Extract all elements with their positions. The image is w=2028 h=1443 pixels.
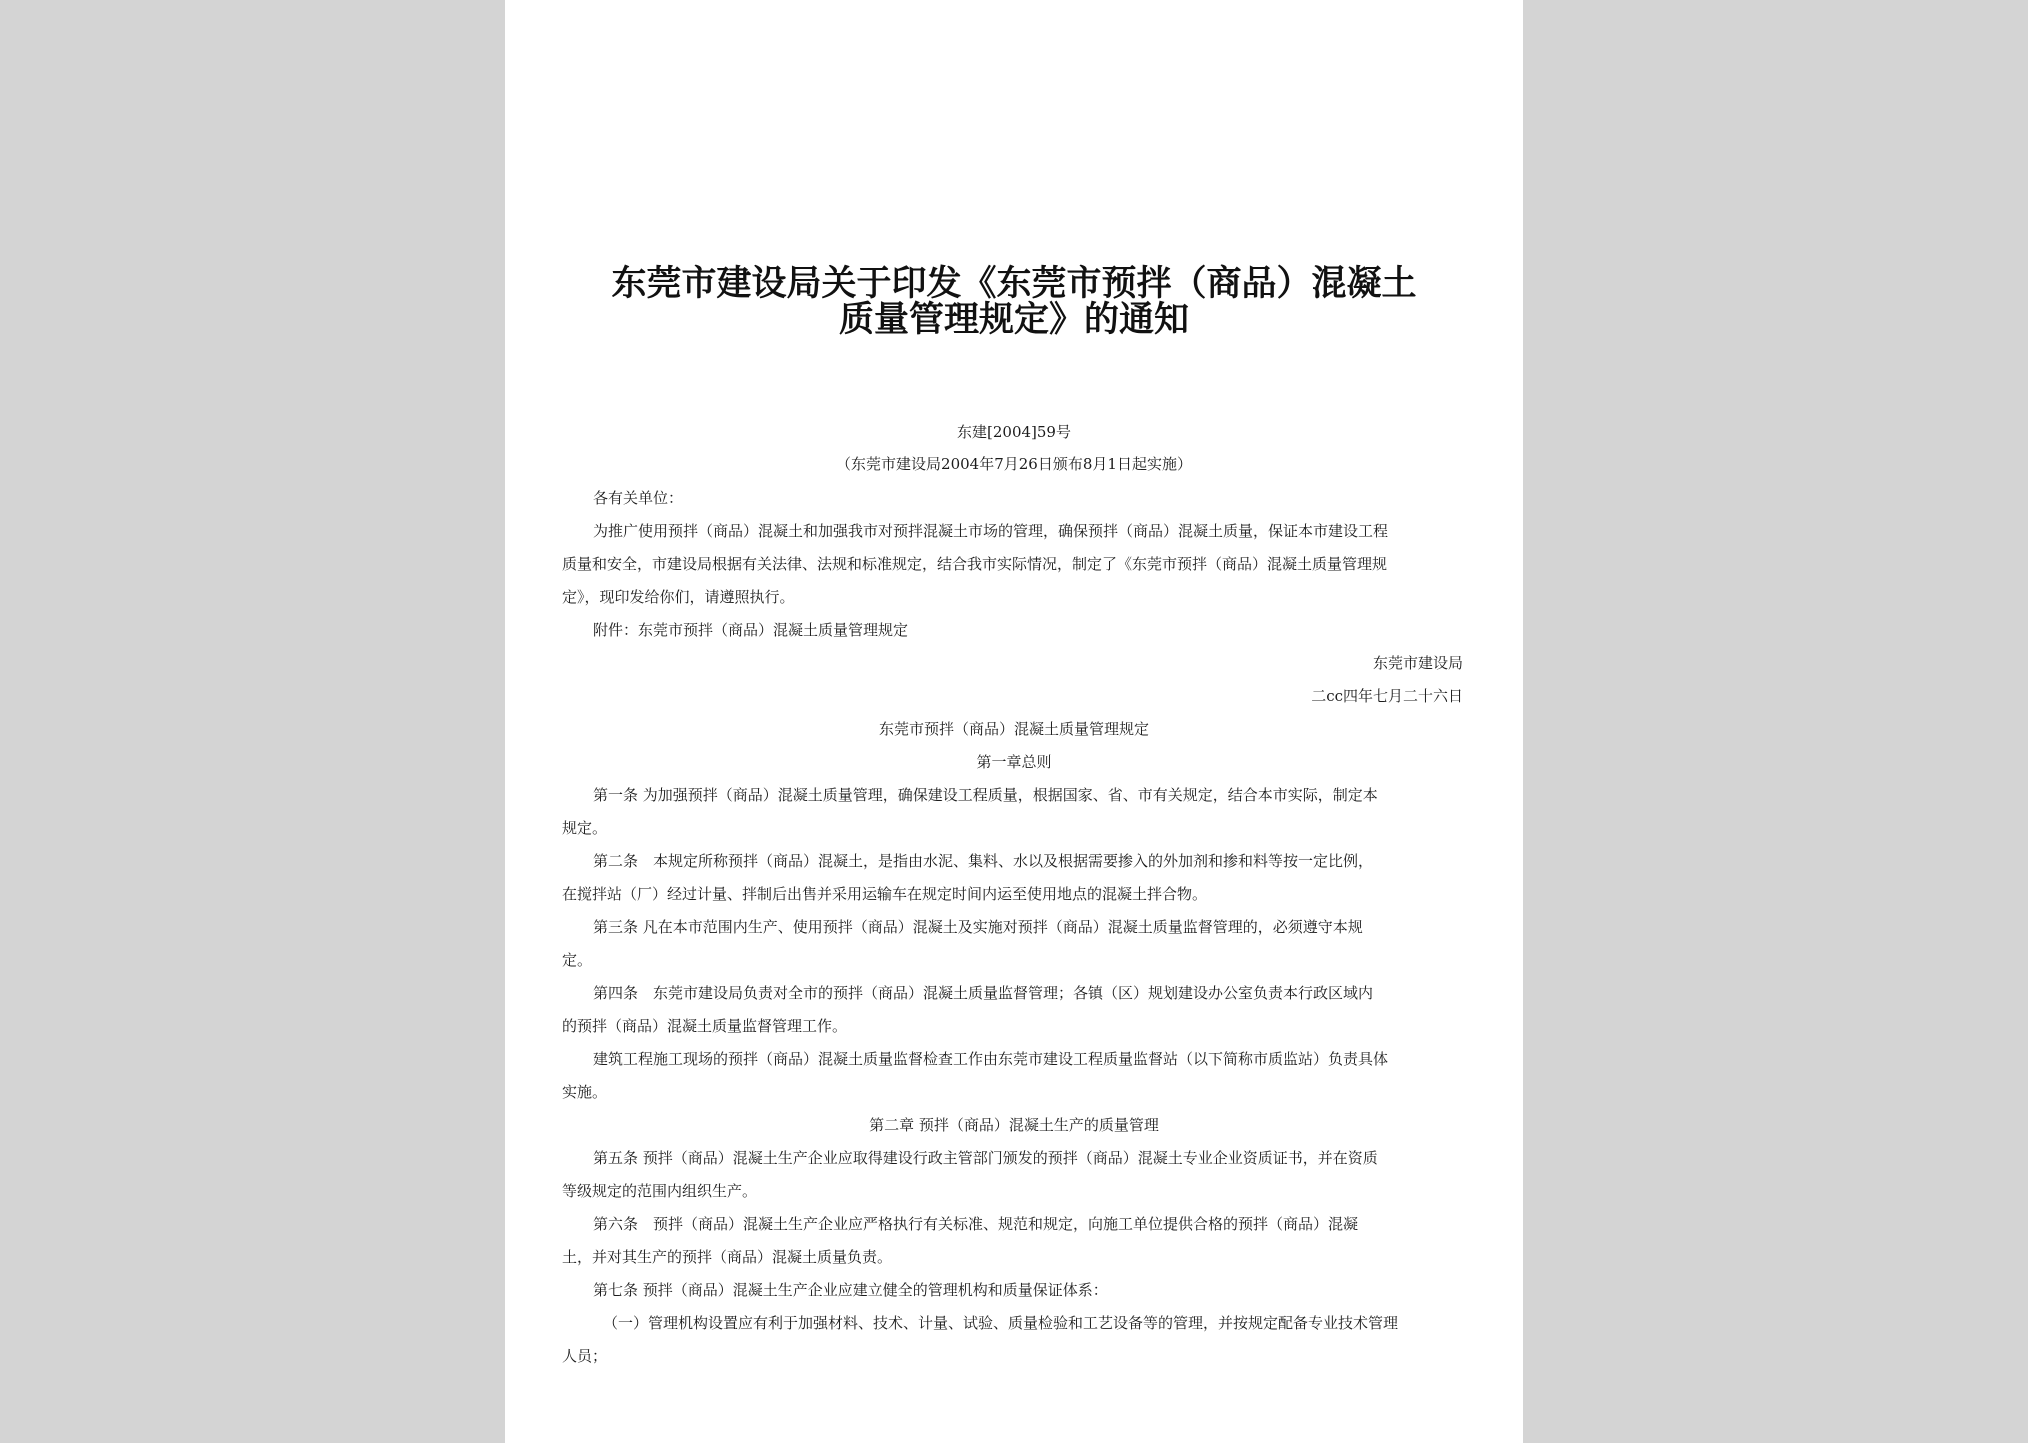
article-7: 第七条 预拌（商品）混凝土生产企业应建立健全的管理机构和质量保证体系： bbox=[593, 1281, 1108, 1299]
article-3-line-2: 定。 bbox=[562, 951, 593, 969]
signatory: 东莞市建设局 bbox=[1372, 654, 1463, 672]
article-6-line-2: 土，并对其生产的预拌（商品）混凝土质量负责。 bbox=[562, 1248, 893, 1266]
intro-line-1: 为推广使用预拌（商品）混凝土和加强我市对预拌混凝土市场的管理，确保预拌（商品）混凝土质量，保证本市建设工程 bbox=[593, 522, 1389, 540]
document-title-line-1: 东莞市建设局关于印发《东莞市预拌（商品）混凝土 bbox=[611, 264, 1417, 304]
attachment-line: 附件：东莞市预拌（商品）混凝土质量管理规定 bbox=[593, 621, 909, 639]
document-page bbox=[505, 0, 1523, 1443]
article-1-line-1: 第一条 为加强预拌（商品）混凝土质量管理，确保建设工程质量，根据国家、省、市有关规定，结合本市实际，制定本 bbox=[593, 786, 1378, 804]
article-2-line-1: 第二条 本规定所称预拌（商品）混凝土，是指由水泥、集料、水以及根据需要掺入的外加剂和掺和料等按一定比例， bbox=[593, 852, 1374, 870]
article-5-line-1: 第五条 预拌（商品）混凝土生产企业应取得建设行政主管部门颁发的预拌（商品）混凝土专业企业资质证书，并在资质 bbox=[593, 1149, 1378, 1167]
article-3-line-1: 第三条 凡在本市范围内生产、使用预拌（商品）混凝土及实施对预拌（商品）混凝土质量监督管理的，必须遵守本规 bbox=[593, 918, 1363, 936]
intro-line-2: 质量和安全，市建设局根据有关法律、法规和标准规定，结合我市实际情况，制定了《东莞市预拌（商品）混凝土质量管理规 bbox=[562, 555, 1388, 573]
article-4-line-1: 第四条 东莞市建设局负责对全市的预拌（商品）混凝土质量监督管理；各镇（区）规划建设办公室负责本行政区域内 bbox=[593, 984, 1374, 1002]
article-1-line-2: 规定。 bbox=[562, 819, 608, 837]
regulation-title: 东莞市预拌（商品）混凝土质量管理规定 bbox=[878, 720, 1149, 738]
sign-date: 二cc四年七月二十六日 bbox=[1311, 687, 1463, 705]
article-2-line-2: 在搅拌站（厂）经过计量、拌制后出售并采用运输车在规定时间内运至使用地点的混凝土拌合物。 bbox=[562, 885, 1208, 903]
article-4b-line-2: 实施。 bbox=[562, 1083, 608, 1101]
document-number: 东建[2004]59号 bbox=[957, 423, 1071, 441]
article-7-item-1-line-1: （一）管理机构设置应有利于加强材料、技术、计量、试验、质量检验和工艺设备等的管理，并按规定配备专业技术管理 bbox=[603, 1314, 1399, 1332]
document-title-line-2: 质量管理规定》的通知 bbox=[838, 300, 1189, 340]
article-5-line-2: 等级规定的范围内组织生产。 bbox=[562, 1182, 758, 1200]
salutation: 各有关单位： bbox=[593, 489, 684, 507]
intro-line-3: 定》，现印发给你们，请遵照执行。 bbox=[562, 588, 795, 606]
chapter-2-heading: 第二章 预拌（商品）混凝土生产的质量管理 bbox=[869, 1116, 1159, 1134]
article-6-line-1: 第六条 预拌（商品）混凝土生产企业应严格执行有关标准、规范和规定，向施工单位提供合格的预拌（商品）混凝 bbox=[593, 1215, 1359, 1233]
chapter-1-heading: 第一章总则 bbox=[976, 753, 1052, 771]
article-4b-line-1: 建筑工程施工现场的预拌（商品）混凝土质量监督检查工作由东莞市建设工程质量监督站（以下简称市质监站）负责具体 bbox=[593, 1050, 1389, 1068]
article-4-line-2: 的预拌（商品）混凝土质量监督管理工作。 bbox=[562, 1017, 848, 1035]
article-7-item-1-line-2: 人员； bbox=[562, 1347, 608, 1365]
issue-note: （东莞市建设局2004年7月26日颁布8月1日起实施） bbox=[836, 455, 1192, 473]
